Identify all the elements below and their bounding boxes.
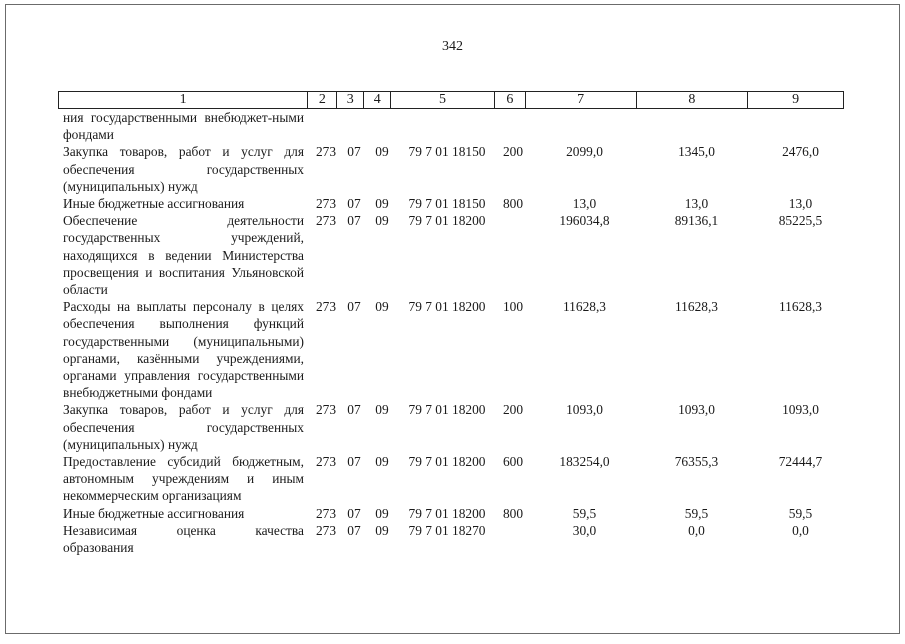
row-expense-type [498, 212, 528, 298]
row-amount-col7: 183254,0 [559, 454, 610, 470]
row-amount-col9: 59,5 [788, 505, 813, 521]
row-ministry-code: 273 [315, 402, 337, 418]
row-expense-type: 200 [502, 144, 524, 160]
row-description: Расходы на выплаты персоналу в целях обеспечения выполнения функций государственными (муниципальными) органами, казёнными учреждениями, органами управления государственными внебюджетными фондами [63, 299, 304, 401]
row-expense-type: 800 [502, 505, 524, 521]
row-amount-col8: 0,0 [688, 522, 705, 538]
table-row [63, 109, 853, 143]
row-amount-col8: 11628,3 [674, 299, 719, 315]
row-section-code: 07 [347, 402, 361, 418]
row-target-article: 79 7 01 18200 [408, 454, 486, 470]
row-expense-type: 600 [502, 454, 524, 470]
row-description: Закупка товаров, работ и услуг для обеспечения государственных (муниципальных) нужд [63, 402, 304, 452]
row-description: Иные бюджетные ассигнования [63, 196, 245, 212]
row-amount-col8 [641, 109, 752, 143]
row-subsection-code: 09 [375, 299, 389, 315]
row-description: Обеспечение деятельности государственных учреждений, находящихся в ведении Министерства просвещения и воспитания Ульяновской области [63, 213, 304, 298]
table-row [63, 143, 853, 195]
row-description: Закупка товаров, работ и услуг для обеспечения государственных (муниципальных) нужд [63, 144, 304, 194]
row-subsection-code [368, 109, 396, 143]
table-row [63, 505, 853, 522]
row-ministry-code [312, 109, 340, 143]
row-section-code [340, 109, 368, 143]
row-expense-type [498, 522, 528, 556]
table-header [58, 91, 844, 109]
row-amount-col7: 59,5 [572, 505, 597, 521]
row-amount-col7: 1093,0 [566, 402, 603, 418]
row-amount-col7: 11628,3 [562, 299, 607, 315]
row-ministry-code: 273 [315, 299, 337, 315]
header-col-7: 7 [526, 92, 637, 108]
row-section-code: 07 [347, 196, 361, 212]
header-col-4: 4 [364, 92, 391, 108]
row-amount-col8: 89136,1 [674, 213, 719, 229]
row-description: Предоставление субсидий бюджетным, автономным учреждениям и иным некоммерческим организациям [63, 454, 304, 504]
table-row [63, 212, 853, 298]
row-amount-col8: 59,5 [684, 505, 709, 521]
row-amount-col8: 1345,0 [678, 144, 715, 160]
row-description: Независимая оценка качества образования [63, 522, 304, 556]
row-target-article: 79 7 01 18200 [408, 299, 486, 315]
row-amount-col9: 72444,7 [778, 454, 823, 470]
header-col-9: 9 [792, 92, 800, 107]
row-amount-col7: 196034,8 [559, 213, 610, 229]
table-row [63, 522, 853, 556]
header-col-1: 1 [59, 92, 308, 108]
row-amount-col9: 13,0 [788, 196, 813, 212]
row-ministry-code: 273 [315, 196, 337, 212]
row-amount-col9: 11628,3 [778, 299, 823, 315]
row-target-article: 79 7 01 18270 [408, 522, 486, 538]
row-section-code: 07 [347, 299, 361, 315]
document-page [5, 4, 900, 634]
row-section-code: 07 [347, 505, 361, 521]
table-row [63, 401, 853, 453]
header-col-5: 5 [391, 92, 495, 108]
row-ministry-code: 273 [315, 522, 337, 538]
row-amount-col7 [528, 109, 641, 143]
row-amount-col9: 2476,0 [782, 144, 819, 160]
row-section-code: 07 [347, 454, 361, 470]
row-ministry-code: 273 [315, 454, 337, 470]
row-description: Иные бюджетные ассигнования [63, 505, 245, 521]
header-col-8: 8 [637, 92, 749, 108]
table-row [63, 453, 853, 505]
row-subsection-code: 09 [375, 522, 389, 538]
row-ministry-code: 273 [315, 213, 337, 229]
row-amount-col8: 76355,3 [674, 454, 719, 470]
row-amount-col8: 1093,0 [678, 402, 715, 418]
row-expense-type: 200 [502, 402, 524, 418]
page-number: 342 [442, 39, 463, 54]
row-description: ния государственными внебюджет-ными фондами [63, 110, 304, 143]
row-amount-col9: 1093,0 [782, 402, 819, 418]
row-amount-col7: 2099,0 [566, 144, 603, 160]
row-target-article [396, 109, 498, 143]
header-col-3: 3 [337, 92, 364, 108]
header-col-2: 2 [308, 92, 337, 108]
row-expense-type: 800 [502, 196, 524, 212]
row-amount-col9: 85225,5 [778, 213, 823, 229]
row-subsection-code: 09 [375, 144, 389, 160]
row-target-article: 79 7 01 18200 [408, 402, 486, 418]
row-amount-col7: 13,0 [572, 196, 597, 212]
row-target-article: 79 7 01 18200 [408, 505, 486, 521]
row-amount-col9 [752, 109, 849, 143]
row-ministry-code: 273 [315, 144, 337, 160]
row-subsection-code: 09 [375, 196, 389, 212]
table-body [63, 109, 853, 556]
header-col-6: 6 [495, 92, 526, 108]
row-amount-col7: 30,0 [572, 522, 597, 538]
row-amount-col9: 0,0 [792, 522, 809, 538]
row-section-code: 07 [347, 522, 361, 538]
row-section-code: 07 [347, 144, 361, 160]
row-target-article: 79 7 01 18200 [408, 213, 486, 229]
row-expense-type [498, 109, 528, 143]
row-expense-type: 100 [502, 299, 524, 315]
row-subsection-code: 09 [375, 505, 389, 521]
row-subsection-code: 09 [375, 402, 389, 418]
row-subsection-code: 09 [375, 213, 389, 229]
row-subsection-code: 09 [375, 454, 389, 470]
row-target-article: 79 7 01 18150 [408, 144, 486, 160]
row-target-article: 79 7 01 18150 [408, 196, 486, 212]
row-ministry-code: 273 [315, 505, 337, 521]
row-section-code: 07 [347, 213, 361, 229]
table-row [63, 298, 853, 401]
table-row [63, 195, 853, 212]
row-amount-col8: 13,0 [684, 196, 709, 212]
